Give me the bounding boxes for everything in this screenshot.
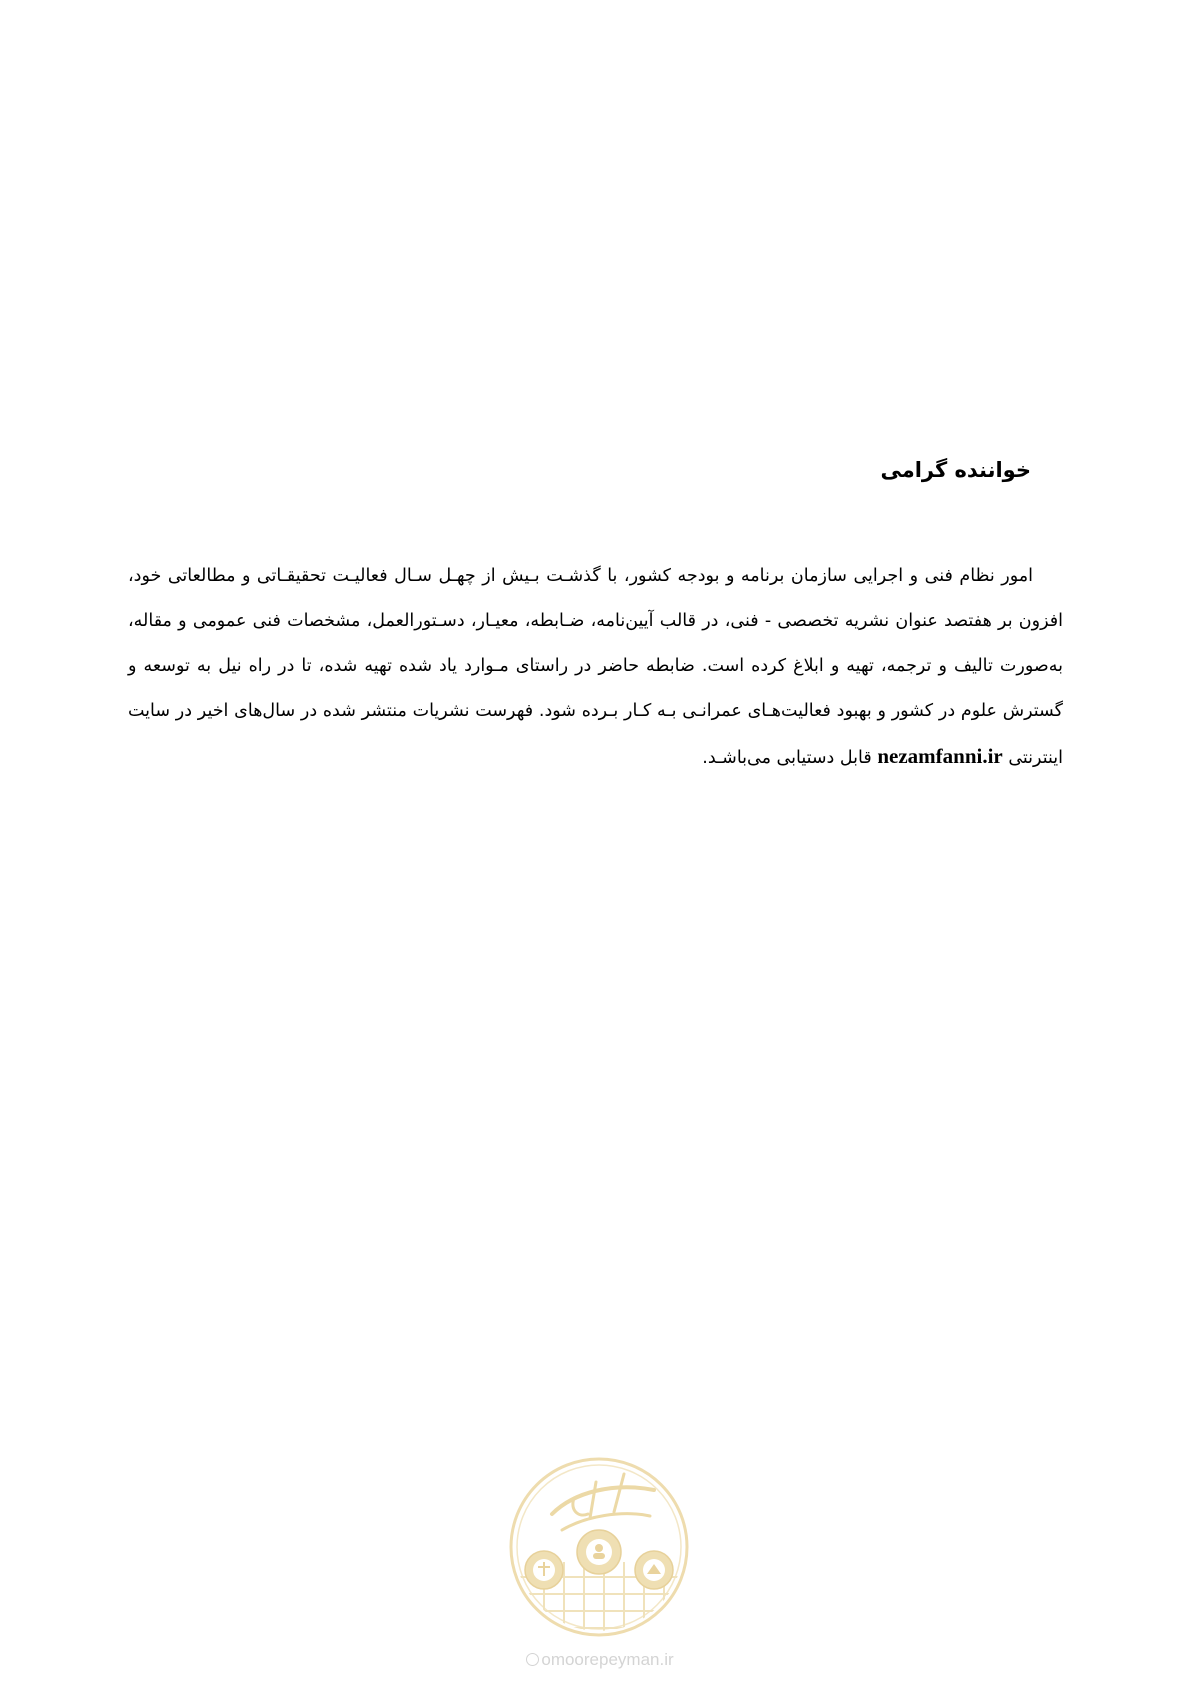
intro-paragraph: [128, 554, 1063, 781]
paragraph-ending: قابل دستیابی می‌باشـد.: [702, 748, 872, 768]
website-link[interactable]: nezamfanni.ir: [877, 744, 1003, 768]
watermark-url-text: omoorepeyman.ir: [541, 1650, 674, 1669]
watermark-url: [500, 1650, 700, 1670]
globe-icon: [526, 1653, 539, 1666]
page-heading: خواننده گرامی: [880, 458, 1031, 482]
omoore-peyman-logo-icon: [504, 1452, 694, 1642]
paragraph-text: امور نظام فنی و اجرایی سازمان برنامه و بودجه کشور، با گذشـت بـیش از چهـل سـال فعالیـت تحقیقـاتی و مطالعاتی خود، افزون بر هفتصد عنوان نشریه تخصصی - فنی، در قالب آیین‌نامه، ضـابطه، معیـار، دسـتورالعمل، مشخصات فنی عمومی و مقاله، به‌صورت تالیف و ترجمه، تهیه و ابلاغ کرده است. ضابطه حاضر در راستای مـوارد یاد شده تهیه شده، تا در راه نیل به توسعه و گسترش علوم در کشور و بهبود فعالیت‌هـای عمرانـی بـه کـار بـرده شود. فهرست نشریات منتشر شده در سال‌های اخیر در سایت اینترنتی: [128, 566, 1063, 768]
